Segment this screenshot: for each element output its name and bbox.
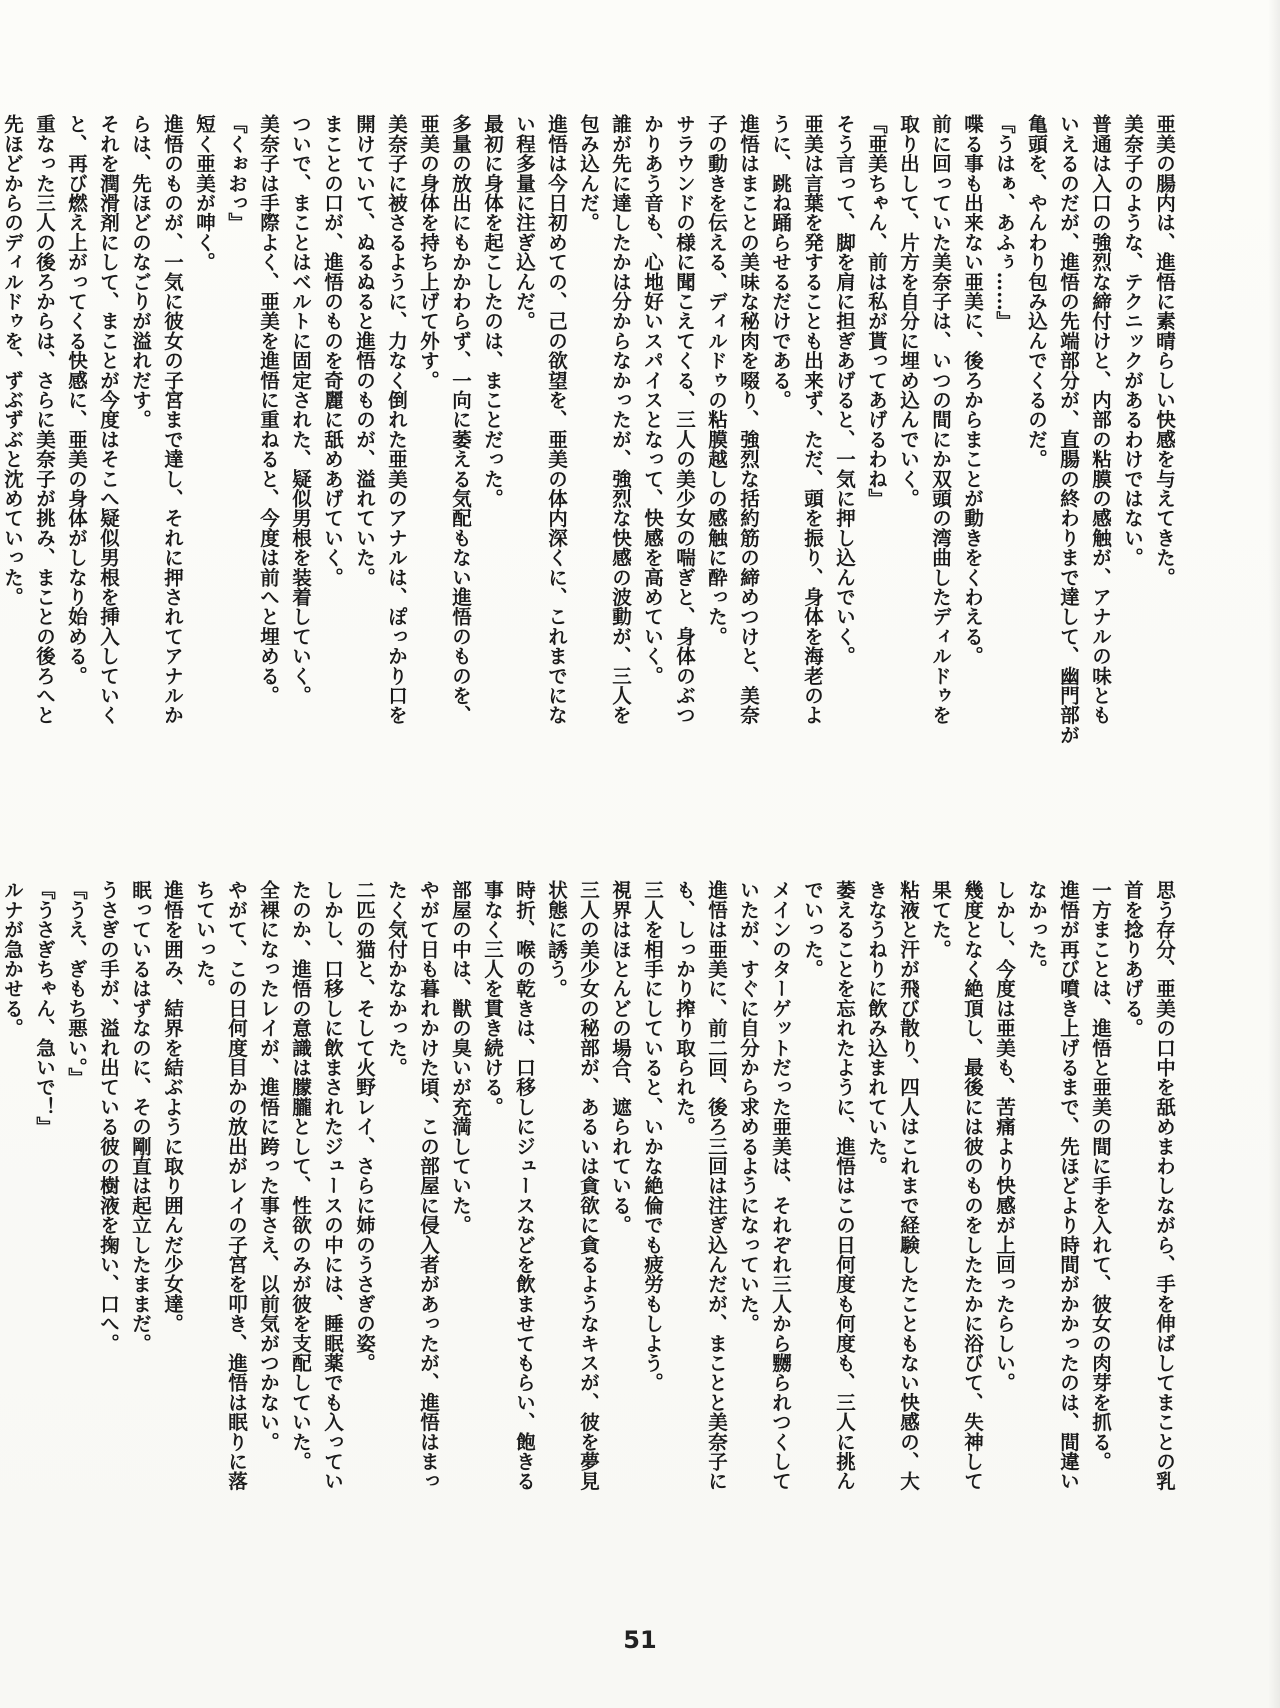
text-line: 一方まことは、進悟と亜美の間に手を入れて、彼女の肉芽を抓る。 (1089, 880, 1112, 1471)
text-line: たのか、進悟の意識は朦朧として、性欲のみが彼を支配していた。 (289, 880, 312, 1471)
text-line: 状態に誘う。 (545, 880, 568, 999)
text-line: しかし、今度は亜美も、苦痛より快感が上回ったらしい。 (993, 880, 1016, 1393)
text-line: 思う存分、亜美の口中を舐めまわしながら、手を伸ばしてまことの乳 (1153, 880, 1176, 1491)
text-line: きなうねりに飲み込まれていた。 (865, 880, 888, 1176)
text-line: 粘液と汗が飛び散り、四人はこれまで経験したこともない快感の、大 (897, 880, 920, 1491)
text-line: いたが、すぐに自分から求めるようになっていた。 (737, 880, 760, 1334)
text-line: 先ほどからのディルドゥを、ずぶずぶと沈めていった。 (1, 114, 24, 607)
text-line: そう言って、脚を肩に担ぎあげると、一気に押し込んでいく。 (833, 114, 856, 666)
text-line: 視界はほとんどの場合、遮られている。 (609, 880, 632, 1235)
text-line: 美奈子は手際よく、亜美を進悟に重ねると、今度は前へと埋める。 (257, 114, 280, 705)
text-line: い程多量に注ぎ込んだ。 (513, 114, 536, 331)
text-line: 喋る事も出来ない亜美に、後ろからまことが動きをくわえる。 (961, 114, 984, 666)
text-line: 取り出して、片方を自分に埋め込んでいく。 (897, 114, 920, 508)
text-line: 幾度となく絶頂し、最後には彼のものをしたたかに浴びて、失神して (961, 880, 984, 1491)
text-line: サラウンドの様に聞こえてくる、三人の美少女の喘ぎと、身体のぶつ (673, 114, 696, 725)
text-line: 美奈子に被さるように、力なく倒れた亜美のアナルは、ぽっかり口を (385, 114, 408, 725)
text-line: 亀頭を、やんわり包み込んでくるのだ。 (1025, 114, 1048, 469)
text-line: 亜美の腸内は、進悟に素晴らしい快感を与えてきた。 (1153, 114, 1176, 587)
text-line: ついで、まことはベルトに固定された、疑似男根を装着していく。 (289, 114, 312, 705)
text-line: 子の動きを伝える、ディルドゥの粘膜越しの感触に酔った。 (705, 114, 728, 646)
text-line: それを潤滑剤にして、まことが今度はそこへ疑似男根を挿入していく (97, 114, 120, 725)
text-line: 萎えることを忘れたように、進悟はこの日何度も何度も、三人に挑ん (833, 880, 856, 1491)
text-line: でいった。 (801, 880, 824, 979)
text-line: まことの口が、進悟のものを奇麗に舐めあげていく。 (321, 114, 344, 587)
text-line: 果てた。 (929, 880, 952, 959)
text-line: なかった。 (1025, 880, 1048, 979)
text-line: 進悟はまことの美味な秘肉を啜り、強烈な括約筋の締めつけと、美奈 (737, 114, 760, 725)
text-line: 事なく三人を貫き続ける。 (481, 880, 504, 1117)
upper-text-block (1, 114, 1180, 834)
text-line: 美奈子のような、テクニックがあるわけではない。 (1121, 114, 1144, 568)
text-line: 進悟が再び噴き上げるまで、先ほどより時間がかかったのは、間違い (1057, 880, 1080, 1491)
text-line: 多量の放出にもかかわらず、一向に萎える気配もない進悟のものを、 (449, 114, 472, 725)
text-line: 『うさぎちゃん、急いで！』 (33, 880, 56, 1137)
text-line: 部屋の中は、獣の臭いが充満していた。 (449, 880, 472, 1235)
text-line: いえるのだが、進悟の先端部分が、直腸の終わりまで達して、幽門部が (1057, 114, 1080, 745)
text-line: 普通は入口の強烈な締付けと、内部の粘膜の感触が、アナルの味とも (1089, 114, 1112, 725)
text-line: 進悟は今日初めての、己の欲望を、亜美の体内深くに、これまでにな (545, 114, 568, 725)
text-line: かりあう音も、心地好いスパイスとなって、快感を高めていく。 (641, 114, 664, 686)
text-line: ちていった。 (193, 880, 216, 999)
text-line: しかし、口移しに飲まされたジュースの中には、睡眠薬でも入ってい (321, 880, 344, 1491)
text-line: やがて日も暮れかけた頃、この部屋に侵入者があったが、進悟はまっ (417, 880, 440, 1491)
text-line: 『くぉおっ』 (225, 114, 248, 233)
text-line: 短く亜美が呻く。 (193, 114, 216, 272)
text-line: 『うえ、ぎもち悪い。』 (65, 880, 88, 1087)
text-line: 『うはぁ、あふぅ……』 (993, 114, 1016, 331)
text-line: ルナが急かせる。 (1, 880, 24, 1038)
page-edge-shadow (1268, 0, 1280, 1708)
text-line: 最初に身体を起こしたのは、まことだった。 (481, 114, 504, 508)
text-line: 三人を相手にしていると、いかな絶倫でも疲労もしよう。 (641, 880, 664, 1393)
text-line: 誰が先に達したかは分からなかったが、強烈な快感の波動が、三人を (609, 114, 632, 725)
text-line: 二匹の猫と、そして火野レイ、さらに姉のうさぎの姿。 (353, 880, 376, 1373)
text-line: メインのターゲットだった亜美は、それぞれ三人から嬲られつくして (769, 880, 792, 1491)
text-line: 首を捻りあげる。 (1121, 880, 1144, 1038)
text-line: 前に回っていた美奈子は、いつの間にか双頭の湾曲したディルドゥを (929, 114, 952, 725)
text-line: 進悟を囲み、結界を結ぶように取り囲んだ少女達。 (161, 880, 184, 1334)
text-line: 三人の美少女の秘部が、あるいは貪欲に貪るようなキスが、彼を夢見 (577, 880, 600, 1491)
page-number: 51 (623, 1626, 657, 1654)
text-line: 『亜美ちゃん、前は私が貰ってあげるわね』 (865, 114, 888, 508)
text-line: 進悟のものが、一気に彼女の子宮まで達し、それに押されてアナルか (161, 114, 184, 725)
lower-text-block (1, 880, 1180, 1605)
text-line: 進悟は亜美に、前二回、後ろ三回は注ぎ込んだが、まことと美奈子に (705, 880, 728, 1491)
text-line: 開けていて、ぬるぬると進悟のものが、溢れていた。 (353, 114, 376, 587)
text-line: うに、跳ね踊らせるだけである。 (769, 114, 792, 410)
text-line: 亜美は言葉を発することも出来ず、ただ、頭を振り、身体を海老のよ (801, 114, 824, 725)
text-line: と、再び燃え上がってくる快感に、亜美の身体がしなり始める。 (65, 114, 88, 686)
text-line: うさぎの手が、溢れ出ている彼の樹液を掬い、口へ。 (97, 880, 120, 1353)
text-line: 亜美の身体を持ち上げて外す。 (417, 114, 440, 390)
text-line: 全裸になったレイが、進悟に跨った事さえ、以前気がつかない。 (257, 880, 280, 1452)
text-line: たく気付かなかった。 (385, 880, 408, 1077)
text-line: も、しっかり搾り取られた。 (673, 880, 696, 1137)
text-line: 包み込んだ。 (577, 114, 600, 233)
text-line: やがて、この日何度目かの放出がレイの子宮を叩き、進悟は眠りに落 (225, 880, 248, 1491)
text-line: 重なった三人の後ろからは、さらに美奈子が挑み、まことの後ろへと (33, 114, 56, 725)
text-line: らは、先ほどのなごりが溢れだす。 (129, 114, 152, 430)
text-line: 時折、喉の乾きは、口移しにジュースなどを飲ませてもらい、飽きる (513, 880, 536, 1491)
text-line: 眠っているはずなのに、その剛直は起立したままだ。 (129, 880, 152, 1353)
